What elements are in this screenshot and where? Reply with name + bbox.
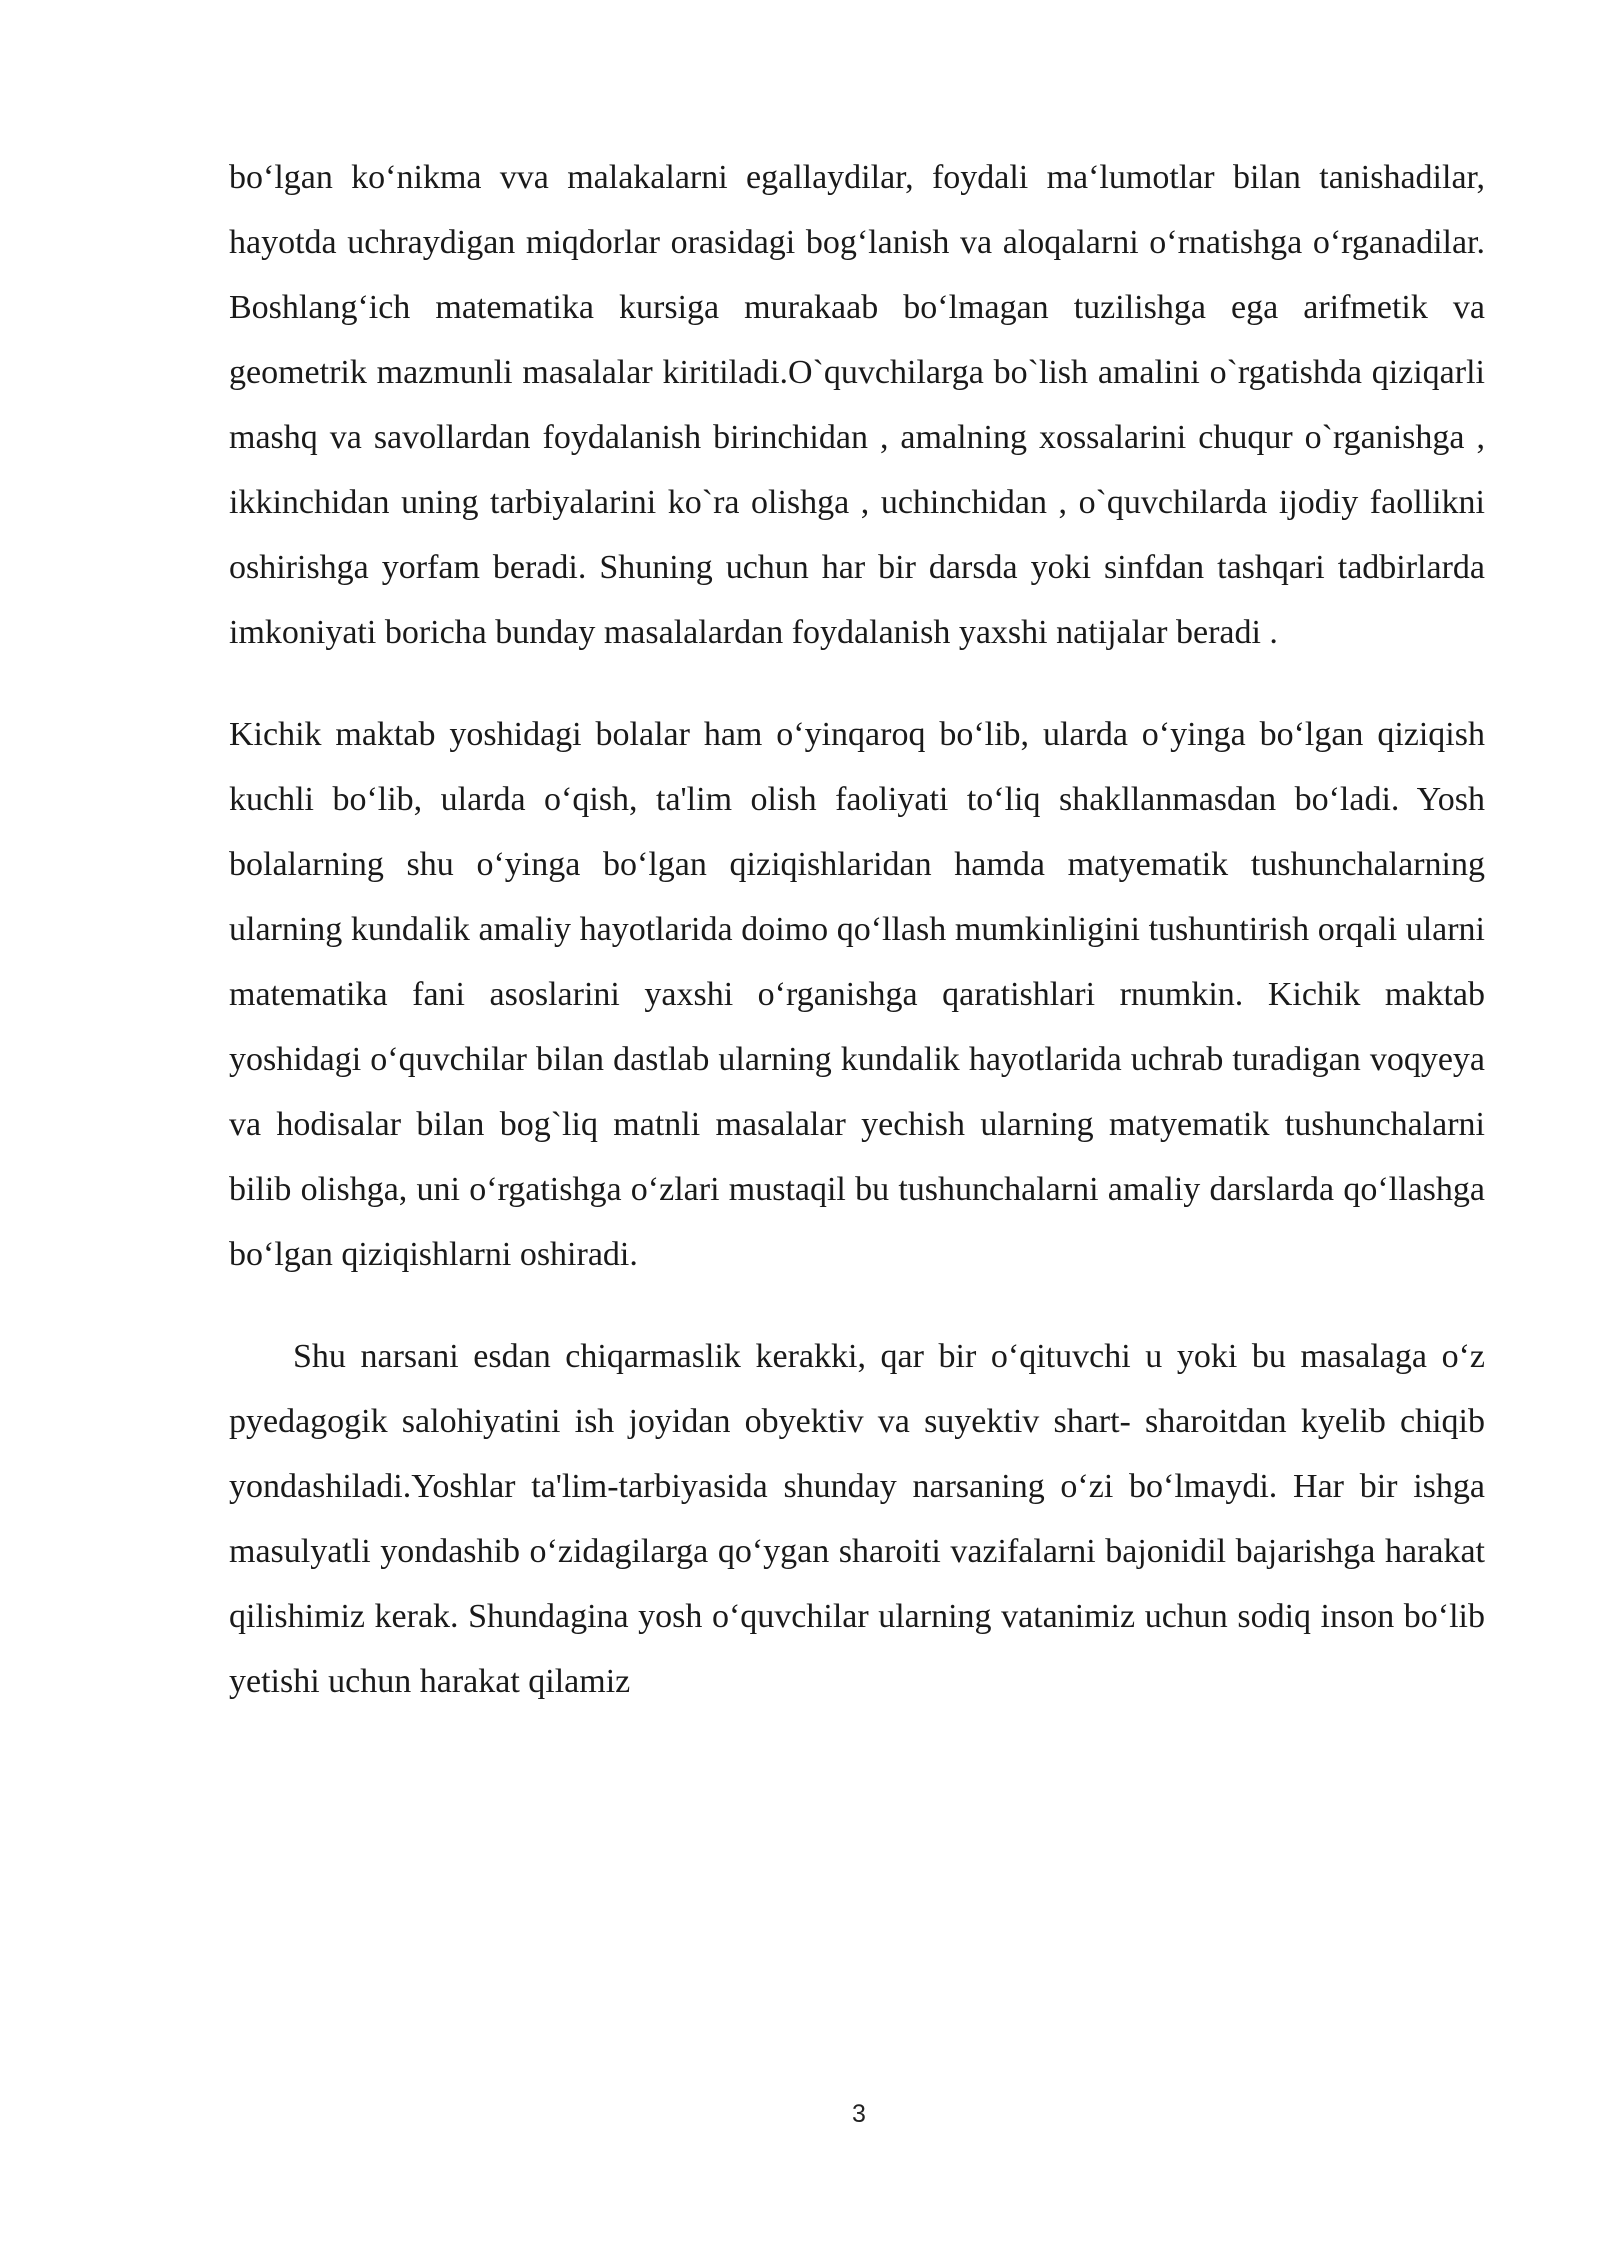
page-number: 3: [852, 2100, 866, 2128]
paragraph-1: bo‘lgan ko‘nikma vva malakalarni egallaydilar, foydali ma‘lumotlar bilan tanishadilar, hayotda uchraydigan miqdorlar orasidagi bog‘lanish va aloqalarni o‘rnatishga o‘rganadilar. Boshlang‘ich matematika kursiga murakaab bo‘lmagan tuzilishga ega arifmetik va geometrik mazmunli masalalar kiritiladi.O`quvchilarga bo`lish amalini o`rgatishda qiziqarli mashq va savollardan foydalanish birinchidan , amalning xossalarini chuqur o`rganishga , ikkinchidan uning tarbiyalarini ko`ra olishga , uchinchidan , o`quvchilarda ijodiy faollikni oshirishga yorfam beradi. Shuning uchun har bir darsda yoki sinfdan tashqari tadbirlarda imkoniyati boricha bunday masalalardan foydalanish yaxshi natijalar beradi .: [229, 159, 1485, 651]
paragraph-3: Shu narsani esdan chiqarmaslik kerakki, qar bir o‘qituvchi u yoki bu masalaga o‘z pyedagogik salohiyatini ish joyidan obyektiv va suyektiv shart- sharoitdan kyelib chiqib yondashiladi.Yoshlar ta'lim-tarbiyasida shunday narsaning o‘zi bo‘lmaydi. Har bir ishga masulyatli yondashib o‘zidagilarga qo‘ygan sharoiti vazifalarni bajonidil bajarishga harakat qilishimiz kerak. Shundagina yosh o‘quvchilar ularning vatanimiz uchun sodiq inson bo‘lib yetishi uchun harakat qilamiz: [229, 1338, 1485, 1700]
body-text: [229, 145, 1485, 1714]
paragraph-2: Kichik maktab yoshidagi bolalar ham o‘yinqaroq bo‘lib, ularda o‘yinga bo‘lgan qiziqish kuchli bo‘lib, ularda o‘qish, ta'lim olish faoliyati to‘liq shakllanmasdan bo‘ladi. Yosh bolalarning shu o‘yinga bo‘lgan qiziqishlaridan hamda matyematik tushunchalarning ularning kundalik amaliy hayotlarida doimo qo‘llash mumkinligini tushuntirish orqali ularni matematika fani asoslarini yaxshi o‘rganishga qaratishlari rnumkin. Kichik maktab yoshidagi o‘quvchilar bilan dastlab ularning kundalik hayotlarida uchrab turadigan voqyeya va hodisalar bilan bog`liq matnli masalalar yechish ularning matyematik tushunchalarni bilib olishga, uni o‘rgatishga o‘zlari mustaqil bu tushunchalarni amaliy darslarda qo‘llashga bo‘lgan qiziqishlarni oshiradi.: [229, 716, 1485, 1273]
